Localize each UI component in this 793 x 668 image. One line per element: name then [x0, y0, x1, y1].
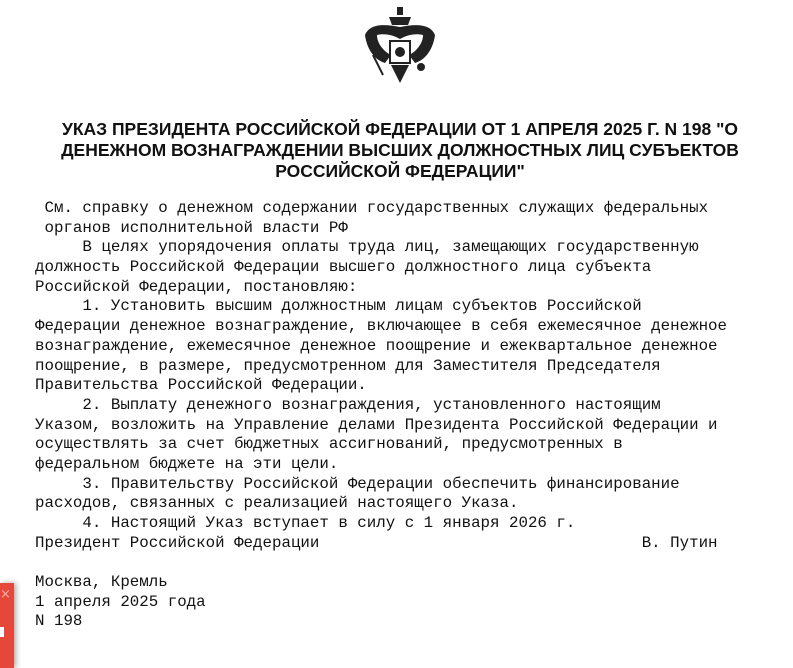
page-title: УКАЗ ПРЕЗИДЕНТА РОССИЙСКОЙ ФЕДЕРАЦИИ ОТ 1 АПРЕЛЯ 2025 Г. N 198 "О ДЕНЕЖНОМ ВОЗНАГРАЖДЕНИИ ВЫСШИХ ДОЛЖНОСТНЫХ ЛИЦ СУБЪЕКТОВ РОССИЙСКОЙ ФЕДЕРАЦИИ"	[61, 119, 739, 181]
text-line: осуществлять за счет бюджетных ассигнований, предусмотренных в	[35, 435, 623, 454]
signature-line: Президент Российской Федерации В. Путин	[35, 533, 718, 552]
text-line: 4. Настоящий Указ вступает в силу с 1 января 2026 г.	[35, 514, 576, 532]
date-line: 1 апреля 2025 года	[35, 592, 206, 611]
blank-line	[35, 553, 727, 573]
text-line: В целях упорядочения оплаты труда лиц, замещающих государственную	[35, 238, 699, 257]
reference-link-cont[interactable]: органов исполнительной власти РФ	[35, 218, 348, 237]
text-line: Указом, возложить на Управление делами Президента Российской Федерации и	[35, 415, 718, 434]
side-widget[interactable]	[0, 583, 14, 668]
text-line: федеральном бюджете на эти цели.	[35, 454, 339, 473]
number-line: N 198	[35, 612, 83, 631]
text-line: Правительства Российской Федерации.	[35, 376, 367, 395]
place-line: Москва, Кремль	[35, 573, 168, 592]
widget-icon	[0, 627, 4, 637]
text-line: 2. Выплату денежного вознаграждения, установленного настоящим	[35, 395, 661, 414]
text-line: 3. Правительству Российской Федерации обеспечить финансирование	[35, 474, 680, 493]
text-line: поощрение, в размере, предусмотренном для Заместителя Председателя	[35, 356, 661, 375]
decree-text	[35, 199, 727, 632]
close-icon[interactable]: ×	[0, 587, 11, 602]
text-line: Российской Федерации, постановляю:	[35, 277, 358, 296]
coat-of-arms-emblem	[361, 5, 439, 85]
text-line: вознаграждение, ежемесячное денежное поощрение и ежеквартальное денежное	[35, 336, 718, 355]
text-line: Федерации денежное вознаграждение, включающее в себя ежемесячное денежное	[35, 317, 728, 336]
reference-link[interactable]: См. справку о денежном содержании государственных служащих федеральных	[35, 199, 709, 217]
text-line: 1. Установить высшим должностным лицам субъектов Российской	[35, 297, 642, 316]
text-line: расходов, связанных с реализацией настоящего Указа.	[35, 494, 519, 513]
text-line: должность Российской Федерации высшего должностного лица субъекта	[35, 258, 652, 277]
